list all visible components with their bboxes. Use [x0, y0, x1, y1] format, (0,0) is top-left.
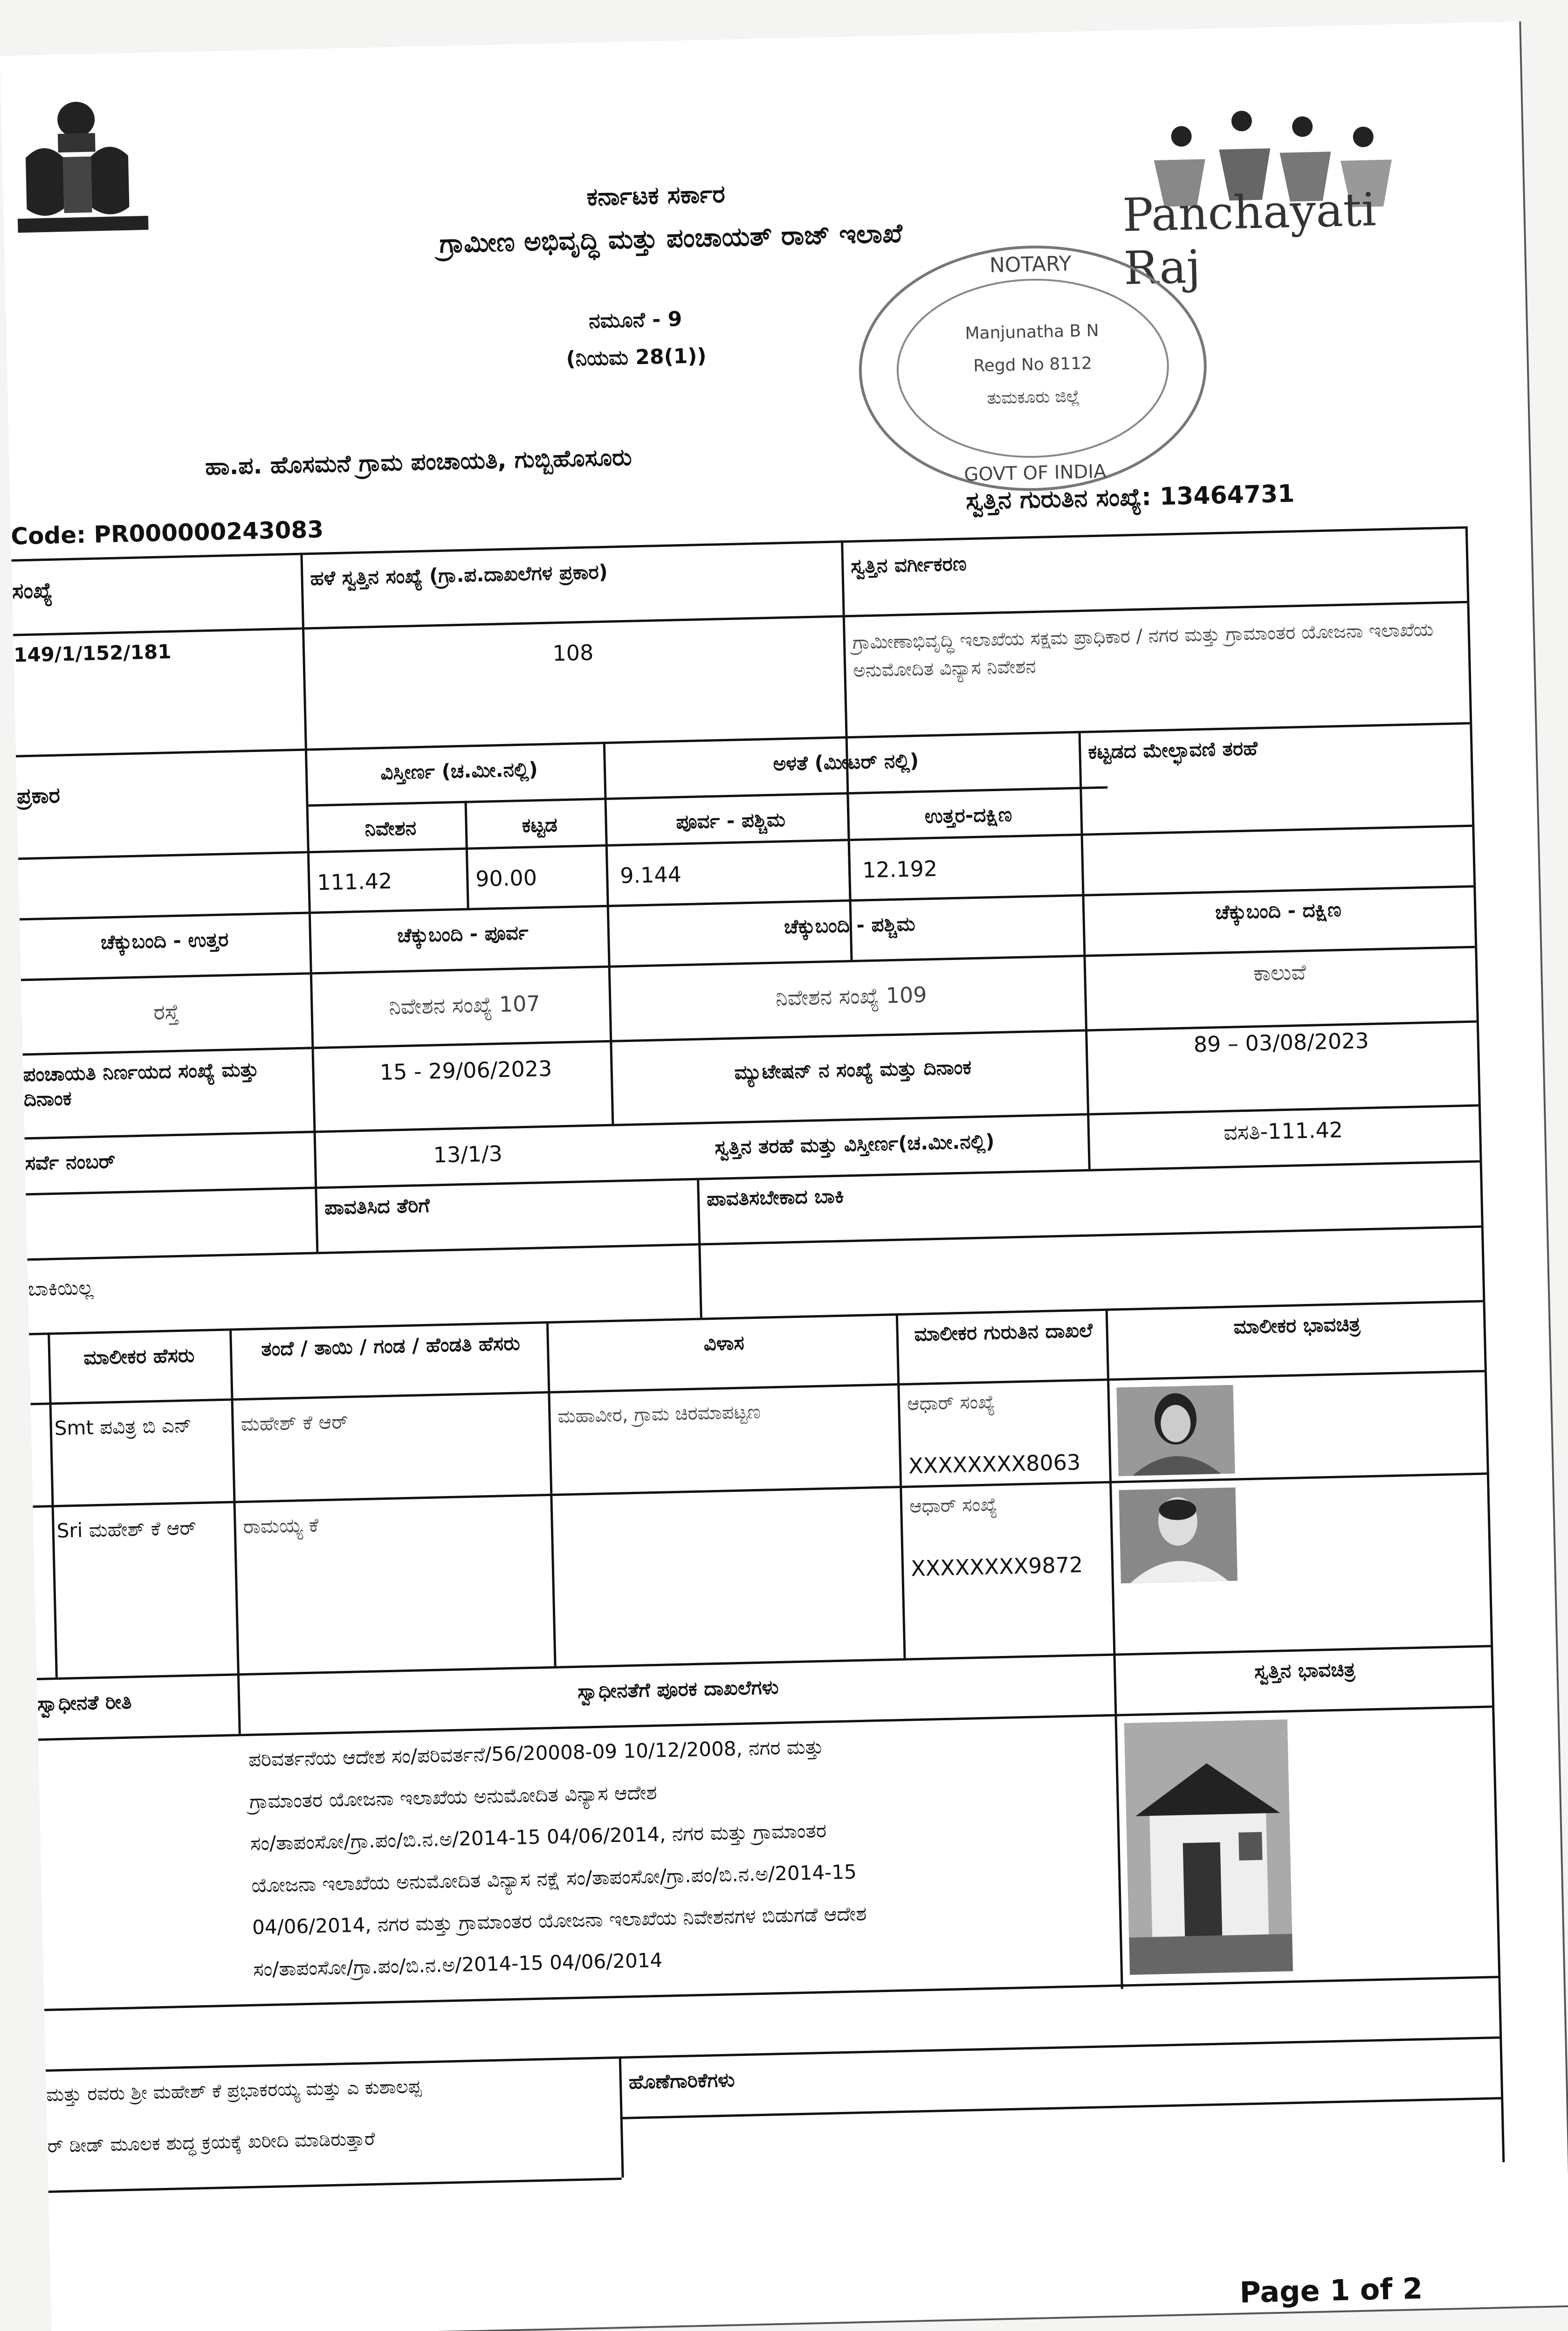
header-owner-photo: ಮಾಲೀಕರ ಭಾವಚಿತ್ರ — [1233, 1312, 1361, 1338]
owner-1-photo — [1116, 1385, 1235, 1476]
owner-1-id-label: ಆಧಾರ್ ಸಂಖ್ಯೆ — [907, 1391, 995, 1415]
stamp-ring-bottom: GOVT OF INDIA — [963, 461, 1107, 486]
dept-line-1: ಕರ್ನಾಟಕ ಸರ್ಕಾರ — [586, 180, 726, 212]
owner-2-id-label: ಆಧಾರ್ ಸಂಖ್ಯೆ — [909, 1494, 997, 1517]
type-area-value: ವಸತಿ-111.42 — [1223, 1117, 1343, 1145]
site-area-value: 111.42 — [316, 868, 392, 896]
north-south-value: 12.192 — [862, 855, 938, 883]
note-line-2: ರ್ ಡೀಡ್ ಮೂಲಕ ಶುದ್ಧ ಕ್ರಯಕ್ಕೆ ಖರೀದಿ ಮಾಡಿರುತ್ತಾರೆ — [47, 2128, 376, 2157]
resolution-value: 15 - 29/06/2023 — [379, 1055, 552, 1085]
east-west-value: 9.144 — [619, 862, 682, 889]
boundary-north-value: ರಸ್ತೆ — [153, 999, 179, 1025]
old-number-fragment: 149/1/152/181 — [13, 640, 172, 667]
property-code: Code: PR000000243083 — [10, 516, 324, 550]
owner-2-address — [560, 1500, 895, 1507]
mutation-label: ಮ್ಯುಟೇಷನ್ ನ ಸಂಖ್ಯೆ ಮತ್ತು ದಿನಾಂಕ — [734, 1055, 972, 1084]
docs-line-3: ಸಂ/ತಾಪಂಸೋ/ಗ್ರಾ.ಪಂ/ಬಿ.ನ.ಅ/2014-15 04/06/2014, ನಗರ ಮತ್ತು ಗ್ರಾಮಾಂತರ — [250, 1819, 827, 1855]
rule-number: (ನಿಯಮ 28(1)) — [565, 344, 707, 371]
page-number: Page 1 of 2 — [1239, 2271, 1423, 2310]
header-east-west: ಪೂರ್ವ - ಪಶ್ಚಿಮ — [675, 808, 786, 834]
header-building-type: ಕಟ್ಟಡದ ಮೇಲ್ಛಾವಣಿ ತರಹೆ — [1087, 737, 1258, 764]
tax-due-label: ಪಾವತಿಸಬೇಕಾದ ಬಾಕಿ — [706, 1184, 844, 1211]
docs-line-4: ಯೋಜನಾ ಇಲಾಖೆಯ ಅನುಮೋದಿತ ವಿನ್ಯಾಸ ನಕ್ಷೆ ಸಂ/ತಾಪಂಸೋ/ಗ್ರಾ.ಪಂ/ಬಿ.ನ.ಅ/2014-15 — [251, 1860, 857, 1897]
type-area-label: ಸ್ವತ್ತಿನ ತರಹೆ ಮತ್ತು ವಿಸ್ತೀರ್ಣ(ಚ.ಮೀ.ನಲ್ಲಿ) — [714, 1130, 995, 1159]
owner-1-id-value: XXXXXXXX8063 — [908, 1449, 1081, 1479]
liabilities-label: ಹೊಣೆಗಾರಿಕೆಗಳು — [628, 2068, 735, 2094]
state-emblem-icon — [6, 85, 163, 242]
boundary-east-value: ನಿವೇಶನ ಸಂಖ್ಯೆ 107 — [388, 991, 541, 1020]
docs-line-5: 04/06/2014, ನಗರ ಮತ್ತು ಗ್ರಾಮಾಂತರ ಯೋಜನಾ ಇಲಾಖೆಯ ನಿವೇಶನಗಳ ಬಿಡುಗಡೆ ಆದೇಶ — [252, 1902, 867, 1939]
owner-2-id-value: XXXXXXXX9872 — [910, 1552, 1083, 1581]
gram-panchayat-name: ಹಾ.ಪ. ಹೊಸಮನೆ ಗ್ರಾಮ ಪಂಚಾಯತಿ, ಗುಬ್ಬಿಹೊಸೂರು — [205, 443, 633, 481]
boundary-south-value: ಕಾಲುವೆ — [1253, 959, 1307, 986]
stamp-ring-top: NOTARY — [989, 251, 1072, 277]
tax-status-fragment: ಬಾಕಿಯಿಲ್ಲ — [28, 1276, 94, 1301]
header-relation-name: ತಂದೆ / ತಾಯಿ / ಗಂಡ / ಹೆಂಡತಿ ಹೆಸರು — [261, 1331, 521, 1360]
mutation-value: 89 – 03/08/2023 — [1193, 1028, 1369, 1057]
header-area: ವಿಸ್ತೀರ್ಣ (ಚ.ಮೀ.ನಲ್ಲಿ) — [380, 758, 538, 784]
boundary-west-label: ಚೆಕ್ಕುಬಂದಿ - ಪಶ್ಚಿಮ — [784, 912, 916, 938]
owner-1-relation: ಮಹೇಶ್ ಕೆ ಆರ್ — [241, 1410, 349, 1436]
stamp-line-2: Regd No 8112 — [973, 354, 1093, 376]
docs-line-2: ಗ್ರಾಮಾಂತರ ಯೋಜನಾ ಇಲಾಖೆಯ ಅನುಮೋದಿತ ವಿನ್ಯಾಸ ಆದೇಶ — [249, 1780, 658, 1813]
boundary-north-label: ಚೆಕ್ಕುಬಂದಿ - ಉತ್ತರ — [100, 928, 229, 954]
property-id: ಸ್ವತ್ತಿನ ಗುರುತಿನ ಸಂಖ್ಯೆ: 13464731 — [965, 480, 1295, 516]
old-property-number: 108 — [552, 640, 594, 666]
stamp-line-1: Manjunatha B N — [965, 321, 1100, 344]
owner-2-photo — [1119, 1488, 1237, 1584]
header-dimensions: ಅಳತೆ (ಮೀಟರ್ ನಲ್ಲಿ) — [772, 749, 919, 775]
survey-label: ಸರ್ವೆ ನಂಬರ್ — [25, 1150, 116, 1175]
header-owner-id: ಮಾಲೀಕರ ಗುರುತಿನ ದಾಖಲೆ — [914, 1318, 1093, 1346]
note-line-1: ಮತ್ತು ರವರು ಶ್ರೀ ಮಹೇಶ್ ಕೆ ಪ್ರಭಾಕರಯ್ಯ ಮತ್ತು ಎ ಕುಶಾಲಪ್ಪ — [46, 2076, 422, 2106]
property-photo-label: ಸ್ವತ್ತಿನ ಭಾವಚಿತ್ರ — [1254, 1657, 1355, 1683]
property-classification-value: ಗ್ರಾಮೀಣಾಭಿವೃದ್ಧಿ ಇಲಾಖೆಯ ಸಕ್ಷಮ ಪ್ರಾಧಿಕಾರ / ನಗರ ಮತ್ತು ಗ್ರಾಮಾಂತರ ಯೋಜನಾ ಇಲಾಖೆಯ ಅನುಮೋದಿತ ವಿನ್ಯಾಸ ನಿವೇಶನ — [852, 619, 1434, 682]
docs-line-1: ಪರಿವರ್ತನೆಯ ಆದೇಶ ಸಂ/ಪರಿವರ್ತನೆ/56/20008-09 10/12/2008, ನಗರ ಮತ್ತು — [248, 1735, 824, 1771]
dept-line-2: ಗ್ರಾಮೀಣ ಅಭಿವೃದ್ಧಿ ಮತ್ತು ಪಂಚಾಯತ್ ರಾಜ್ ಇಲಾಖೆ — [439, 218, 903, 259]
owner-1-name: Smt ಪವಿತ್ರ ಬಿ ಎನ್ — [54, 1414, 192, 1440]
owner-2-relation: ರಾಮಯ್ಯ ಕೆ — [243, 1513, 319, 1538]
built-area-value: 90.00 — [475, 865, 537, 892]
header-old-property-number: ಹಳೆ ಸ್ವತ್ತಿನ ಸಂಖ್ಯೆ (ಗ್ರಾ.ಪ.ದಾಖಲೆಗಳ ಪ್ರಕಾರ) — [310, 560, 608, 590]
header-north-south: ಉತ್ತರ-ದಕ್ಷಿಣ — [924, 803, 1012, 828]
label-number-fragment: ಸಂಖ್ಯೆ — [12, 577, 53, 604]
boundary-west-value: ನಿವೇಶನ ಸಂಖ್ಯೆ 109 — [775, 982, 928, 1011]
docs-line-6: ಸಂ/ತಾಪಂಸೋ/ಗ್ರಾ.ಪಂ/ಬಿ.ನ.ಅ/2014-15 04/06/2014 — [253, 1948, 663, 1981]
ownership-mode-label: ಸ್ವಾಧೀನತೆ ರೀತಿ — [37, 1690, 132, 1716]
boundary-south-label: ಚೆಕ್ಕುಬಂದಿ - ದಕ್ಷಿಣ — [1215, 898, 1342, 924]
stamp-line-3: ತುಮಕೂರು ಜಿಲ್ಲೆ — [987, 386, 1080, 408]
property-photo — [1124, 1719, 1293, 1975]
header-address: ವಿಳಾಸ — [703, 1331, 745, 1355]
survey-value: 13/1/3 — [433, 1141, 503, 1168]
header-site-area: ನಿವೇಶನ — [364, 816, 417, 841]
type-fragment: ಪ್ರಕಾರ — [16, 782, 61, 809]
header-built-area: ಕಟ್ಟಡ — [522, 813, 558, 837]
ownership-docs-label: ಸ್ವಾಧೀನತೆಗೆ ಪೂರಕ ದಾಖಲೆಗಳು — [577, 1676, 779, 1703]
header-owner-name: ಮಾಲೀಕರ ಹೆಸರು — [83, 1344, 195, 1369]
resolution-label: ಪಂಚಾಯತಿ ನಿರ್ಣಯದ ಸಂಖ್ಯೆ ಮತ್ತು ದಿನಾಂಕ — [23, 1057, 259, 1110]
boundary-east-label: ಚೆಕ್ಕುಬಂದಿ - ಪೂರ್ವ — [397, 921, 529, 947]
header-property-classification: ಸ್ವತ್ತಿನ ವರ್ಗೀಕರಣ — [850, 552, 967, 578]
owner-1-address: ಮಹಾವೀರ, ಗ್ರಾಮ ಚಿರಮಾಪಟ್ಟಣ — [557, 1401, 761, 1428]
form-number: ನಮೂನೆ - 9 — [588, 307, 682, 333]
document-sheet — [0, 21, 1568, 2331]
panchayati-raj-title: Panchayati Raj — [1122, 183, 1377, 296]
owner-2-name: Sri ಮಹೇಶ್ ಕೆ ಆರ್ — [56, 1516, 197, 1543]
tax-paid-label: ಪಾವತಿಸಿದ ತೆರಿಗೆ — [324, 1193, 430, 1219]
